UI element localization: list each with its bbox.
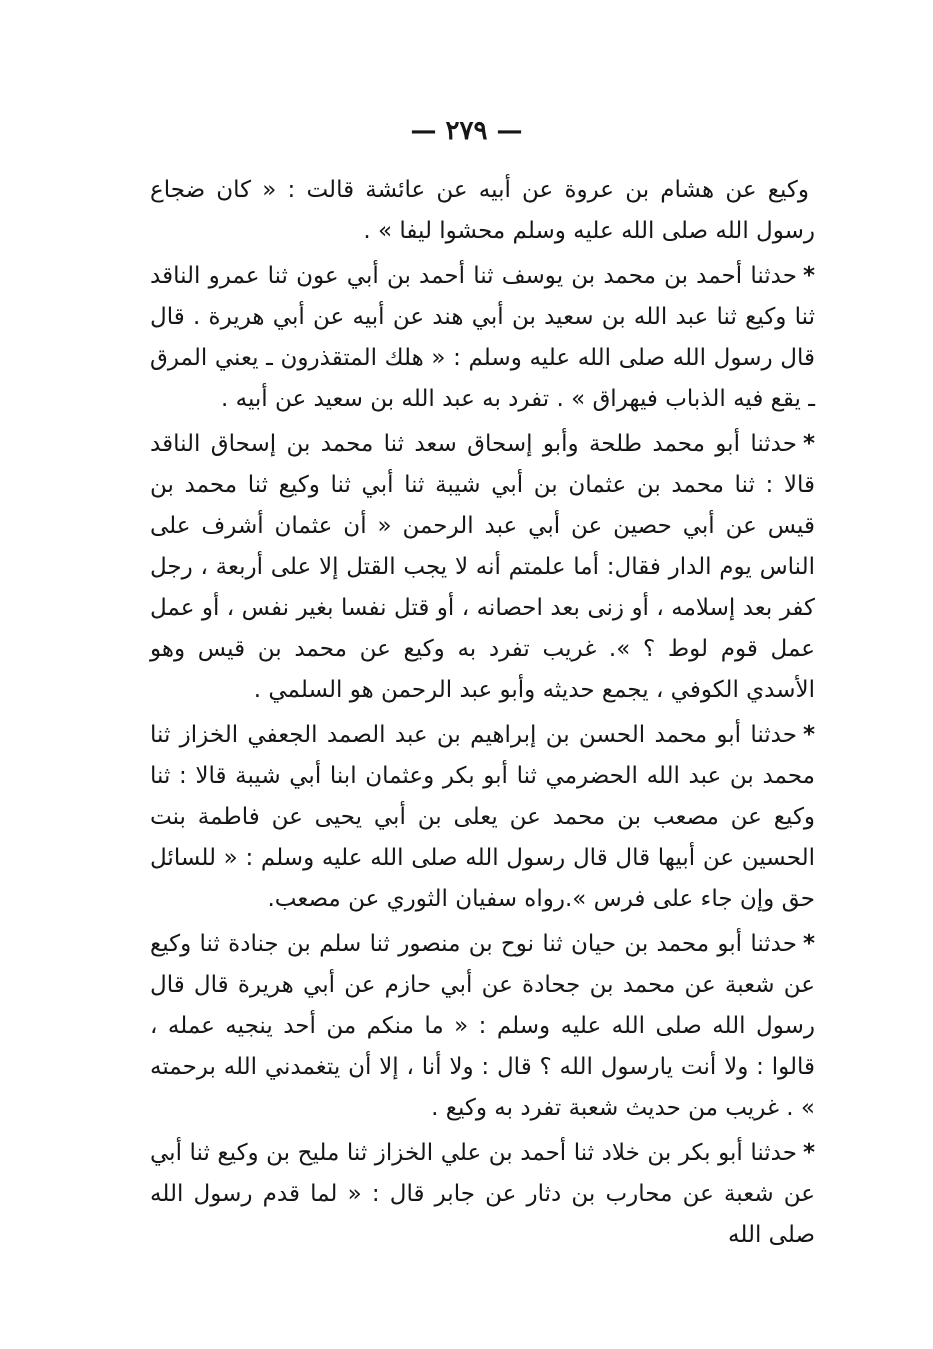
paragraph-5: [150, 924, 815, 1129]
paragraph-6: [150, 1133, 815, 1256]
paragraph-text: حدثنا أبو محمد الحسن بن إبراهيم بن عبد الصمد الجعفي الخزاز ثنا محمد بن عبد الله الحضرمي ثنا أبو بكر وعثمان ابنا أبي شيبة قالا : ثنا وكيع عن مصعب بن محمد عن يعلى بن أبي يحيى عن فاطمة بنت الحسين عن أبيها قال قال رسول الله صلى الله عليه وسلم : « للسائل حق وإن جاء على فرس ».رواه سفيان الثوري عن مصعب.: [150, 722, 815, 912]
paragraph-1: [150, 170, 815, 252]
paragraph-text: حدثنا أحمد بن محمد بن يوسف ثنا أحمد بن أبي عون ثنا عمرو الناقد ثنا وكيع ثنا عبد الله بن سعيد بن أبي هند عن أبيه عن أبي هريرة . قال قال رسول الله صلى الله عليه وسلم : « هلك المتقذرون ـ يعني المرق ـ يقع فيه الذباب فيهراق » . تفرد به عبد الله بن سعيد عن أبيه .: [150, 263, 815, 412]
page-body: [150, 170, 815, 1256]
hadith-marker: *: [802, 263, 815, 289]
hadith-marker: *: [802, 1140, 815, 1166]
paragraph-2: [150, 256, 815, 420]
paragraph-text: وكيع عن هشام بن عروة عن أبيه عن عائشة قالت : « كان ضجاع رسول الله صلى الله عليه وسلم محشوا ليفا » .: [150, 177, 815, 244]
paragraph-3: [150, 424, 815, 711]
paragraph-text: حدثنا أبو بكر بن خلاد ثنا أحمد بن علي الخزاز ثنا مليح بن وكيع ثنا أبي عن شعبة عن محارب بن دثار عن جابر قال : « لما قدم رسول الله صلى الله: [150, 1140, 815, 1248]
paragraph-4: [150, 715, 815, 920]
paragraph-text: حدثنا أبو محمد طلحة وأبو إسحاق سعد ثنا محمد بن إسحاق الناقد قالا : ثنا محمد بن عثمان بن أبي شيبة ثنا أبي ثنا وكيع ثنا محمد بن قيس عن أبي حصين عن أبي عبد الرحمن « أن عثمان أشرف على الناس يوم الدار فقال: أما علمتم أنه لا يجب القتل إلا على أربعة ، رجل كفر بعد إسلامه ، أو زنى بعد احصانه ، أو قتل نفسا بغير نفس ، أو عمل عمل قوم لوط ؟ ». غريب تفرد به وكيع عن محمد بن قيس وهو الأسدي الكوفي ، يجمع حديثه وأبو عبد الرحمن هو السلمي .: [150, 431, 815, 703]
hadith-marker: *: [802, 431, 815, 457]
page-number: — ٢٧٩ —: [410, 116, 523, 146]
hadith-marker: *: [802, 931, 815, 957]
hadith-marker: *: [802, 722, 815, 748]
paragraph-text: حدثنا أبو محمد بن حيان ثنا نوح بن منصور ثنا سلم بن جنادة ثنا وكيع عن شعبة عن محمد بن جحادة عن أبي حازم عن أبي هريرة قال قال رسول الله صلى الله عليه وسلم : « ما منكم من أحد ينجيه عمله ، قالوا : ولا أنت يارسول الله ؟ قال : ولا أنا ، إلا أن يتغمدني الله برحمته » . غريب من حديث شعبة تفرد به وكيع .: [150, 931, 815, 1121]
